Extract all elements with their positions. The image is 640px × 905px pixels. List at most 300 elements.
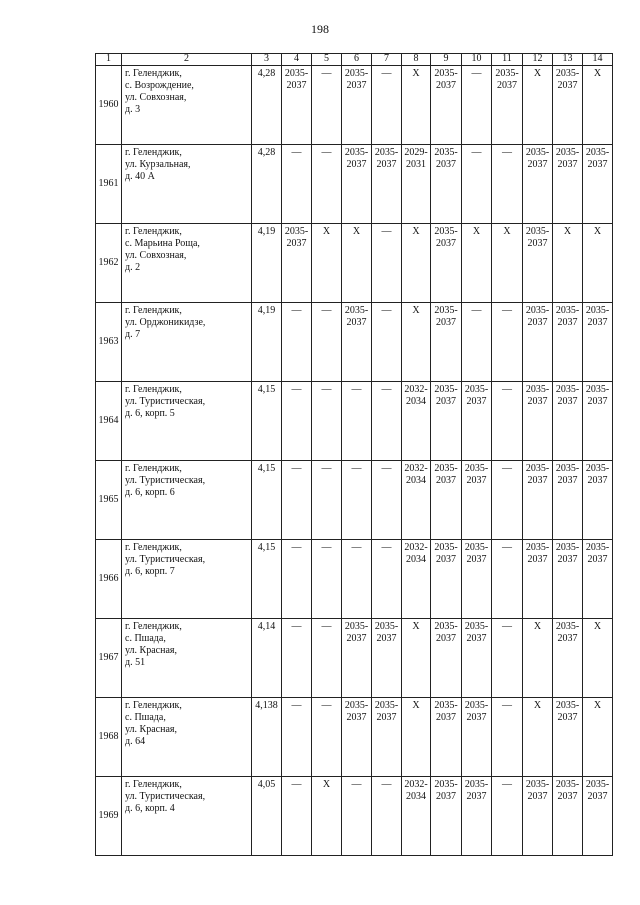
value-cell-col9 <box>431 145 462 224</box>
table-row <box>96 303 613 382</box>
address-cell <box>122 224 252 303</box>
cell-text: — <box>502 147 512 158</box>
value-cell-col11 <box>492 66 523 145</box>
value-cell-col11 <box>492 224 523 303</box>
value-cell-col13 <box>553 619 583 698</box>
value-cell-col4 <box>282 619 312 698</box>
address-cell <box>122 540 252 619</box>
column-header-12: 12 <box>523 54 553 66</box>
data-table <box>95 53 613 856</box>
cell-text: — <box>291 384 302 395</box>
cell-text: 2037 <box>346 80 367 91</box>
cell-text: 2035- <box>555 305 580 316</box>
cell-text: 2037 <box>557 554 578 565</box>
cell-text: 2037 <box>436 317 456 328</box>
address-cell <box>122 777 252 856</box>
value-cell-col7 <box>372 66 402 145</box>
value-cell-col10 <box>462 145 492 224</box>
address-line: ул. Орджоникидзе, <box>125 317 206 328</box>
row-number: 1962 <box>96 224 122 303</box>
value-cell-col7 <box>372 777 402 856</box>
cell-text: 2037 <box>587 475 608 486</box>
cell-text: — <box>351 779 362 790</box>
table-row <box>96 619 613 698</box>
cell-text: X <box>352 226 361 237</box>
value-cell-col13 <box>553 66 583 145</box>
table-row <box>96 66 613 145</box>
address-line: д. 64 <box>125 736 146 747</box>
cell-text: 2035- <box>555 463 580 474</box>
cell-text: — <box>502 621 512 632</box>
cell-text: X <box>563 226 572 237</box>
cell-text: 2037 <box>436 80 456 91</box>
value-cell-col3: 4,14 <box>252 619 282 698</box>
value-cell-col10 <box>462 303 492 382</box>
row-number: 1967 <box>96 619 122 698</box>
cell-text: X <box>412 700 420 711</box>
value-cell-col11 <box>492 382 523 461</box>
cell-text: 2035- <box>555 68 580 79</box>
address-line: д. 6, корп. 7 <box>125 566 175 577</box>
row-number: 1969 <box>96 777 122 856</box>
cell-text: X <box>533 700 542 711</box>
cell-text: 2037 <box>557 712 578 723</box>
cell-text: 2035- <box>434 305 458 316</box>
cell-text: 2037 <box>436 554 456 565</box>
value-cell-col8 <box>402 777 431 856</box>
cell-text: 2037 <box>286 80 307 91</box>
value-cell-col3: 4,28 <box>252 66 282 145</box>
cell-text: X <box>593 68 602 79</box>
cell-text: 2037 <box>587 159 608 170</box>
cell-text: 2035- <box>585 147 610 158</box>
cell-text: — <box>381 68 392 79</box>
value-cell-col14 <box>583 461 613 540</box>
row-number: 1960 <box>96 66 122 145</box>
address-line: г. Геленджик, <box>125 226 182 237</box>
value-cell-col7 <box>372 303 402 382</box>
value-cell-col9 <box>431 619 462 698</box>
value-cell-col10 <box>462 619 492 698</box>
value-cell-col5 <box>312 619 342 698</box>
column-header-13: 13 <box>553 54 583 66</box>
cell-text: — <box>291 305 302 316</box>
cell-text: — <box>381 779 392 790</box>
cell-text: 2035- <box>525 305 550 316</box>
cell-text: 2037 <box>346 159 367 170</box>
table-row <box>96 540 613 619</box>
cell-text: X <box>533 68 542 79</box>
cell-text: 2037 <box>436 791 456 802</box>
value-cell-col9 <box>431 540 462 619</box>
cell-text: 2034 <box>406 475 426 486</box>
header-row <box>96 54 613 66</box>
cell-text: 2037 <box>527 238 548 249</box>
row-number: 1961 <box>96 145 122 224</box>
value-cell-col5 <box>312 145 342 224</box>
value-cell-col12 <box>523 698 553 777</box>
value-cell-col5 <box>312 382 342 461</box>
address-line: г. Геленджик, <box>125 384 182 395</box>
cell-text: 2037 <box>527 396 548 407</box>
address-cell <box>122 619 252 698</box>
cell-text: — <box>321 384 332 395</box>
value-cell-col10 <box>462 698 492 777</box>
cell-text: 2037 <box>527 554 548 565</box>
cell-text: 2037 <box>557 159 578 170</box>
cell-text: 2035- <box>464 700 489 711</box>
value-cell-col12 <box>523 461 553 540</box>
cell-text: 2035- <box>525 226 550 237</box>
cell-text: — <box>381 542 392 553</box>
column-header-14: 14 <box>583 54 613 66</box>
cell-text: 2035- <box>344 700 369 711</box>
cell-text: 2037 <box>466 791 487 802</box>
address-line: ул. Совхозная, <box>125 92 187 103</box>
cell-text: 2037 <box>587 791 608 802</box>
cell-text: 2037 <box>346 712 367 723</box>
cell-text: 2037 <box>466 475 487 486</box>
cell-text: — <box>471 305 482 316</box>
cell-text: X <box>533 621 542 632</box>
value-cell-col5 <box>312 303 342 382</box>
value-cell-col9 <box>431 303 462 382</box>
value-cell-col3: 4,15 <box>252 461 282 540</box>
cell-text: 2035- <box>555 700 580 711</box>
value-cell-col8 <box>402 461 431 540</box>
value-cell-col3: 4,19 <box>252 303 282 382</box>
cell-text: 2035- <box>555 542 580 553</box>
cell-text: — <box>381 384 392 395</box>
cell-text: 2035- <box>464 463 489 474</box>
cell-text: 2037 <box>557 633 578 644</box>
value-cell-col13 <box>553 382 583 461</box>
cell-text: — <box>471 68 482 79</box>
address-line: г. Геленджик, <box>125 463 182 474</box>
cell-text: — <box>502 542 512 553</box>
table-row <box>96 382 613 461</box>
cell-text: 2035- <box>585 305 610 316</box>
address-line: ул. Красная, <box>125 724 177 735</box>
cell-text: 2037 <box>376 633 397 644</box>
value-cell-col5 <box>312 66 342 145</box>
cell-text: 2035- <box>344 68 369 79</box>
cell-text: X <box>593 621 602 632</box>
cell-text: 2037 <box>527 791 548 802</box>
address-line: д. 7 <box>125 329 141 340</box>
value-cell-col3: 4,15 <box>252 540 282 619</box>
cell-text: — <box>291 542 302 553</box>
value-cell-col10 <box>462 66 492 145</box>
cell-text: 2035- <box>374 621 399 632</box>
value-cell-col9 <box>431 224 462 303</box>
value-cell-col11 <box>492 698 523 777</box>
value-cell-col11 <box>492 540 523 619</box>
cell-text: 2037 <box>436 633 456 644</box>
cell-text: 2035- <box>525 147 550 158</box>
cell-text: 2035- <box>434 621 458 632</box>
cell-text: X <box>412 621 420 632</box>
cell-text: 2035- <box>344 147 369 158</box>
value-cell-col12 <box>523 224 553 303</box>
row-number: 1966 <box>96 540 122 619</box>
address-line: с. Возрождение, <box>125 80 194 91</box>
address-line: с. Марьина Роща, <box>125 238 200 249</box>
value-cell-col8 <box>402 382 431 461</box>
cell-text: 2035- <box>555 147 580 158</box>
column-header-11: 11 <box>492 54 523 66</box>
value-cell-col3: 4,19 <box>252 224 282 303</box>
value-cell-col6 <box>342 224 372 303</box>
value-cell-col8 <box>402 66 431 145</box>
value-cell-col12 <box>523 619 553 698</box>
table-row <box>96 461 613 540</box>
address-line: г. Геленджик, <box>125 147 182 158</box>
value-cell-col9 <box>431 66 462 145</box>
cell-text: — <box>321 700 332 711</box>
cell-text: — <box>291 700 302 711</box>
value-cell-col6 <box>342 461 372 540</box>
value-cell-col9 <box>431 777 462 856</box>
cell-text: 2037 <box>376 159 397 170</box>
value-cell-col8 <box>402 619 431 698</box>
cell-text: 2035- <box>434 779 458 790</box>
column-header-6: 6 <box>342 54 372 66</box>
cell-text: 2037 <box>557 475 578 486</box>
cell-text: — <box>502 700 512 711</box>
cell-text: — <box>291 147 302 158</box>
cell-text: 2035- <box>374 147 399 158</box>
cell-text: 2035- <box>585 542 610 553</box>
cell-text: 2037 <box>376 712 397 723</box>
value-cell-col12 <box>523 145 553 224</box>
value-cell-col12 <box>523 303 553 382</box>
address-line: д. 3 <box>125 104 141 115</box>
value-cell-col8 <box>402 303 431 382</box>
value-cell-col10 <box>462 540 492 619</box>
value-cell-col14 <box>583 540 613 619</box>
address-line: д. 6, корп. 6 <box>125 487 175 498</box>
cell-text: 2037 <box>587 554 608 565</box>
value-cell-col8 <box>402 224 431 303</box>
cell-text: — <box>321 463 332 474</box>
cell-text: 2035- <box>585 463 610 474</box>
cell-text: 2034 <box>406 554 426 565</box>
row-number: 1965 <box>96 461 122 540</box>
value-cell-col5 <box>312 224 342 303</box>
cell-text: 2035- <box>434 700 458 711</box>
value-cell-col4 <box>282 540 312 619</box>
value-cell-col4 <box>282 382 312 461</box>
cell-text: 2037 <box>436 475 456 486</box>
value-cell-col11 <box>492 461 523 540</box>
cell-text: 2037 <box>436 238 456 249</box>
value-cell-col13 <box>553 303 583 382</box>
value-cell-col10 <box>462 461 492 540</box>
value-cell-col11 <box>492 303 523 382</box>
cell-text: 2035- <box>525 779 550 790</box>
cell-text: X <box>412 305 420 316</box>
value-cell-col5 <box>312 698 342 777</box>
cell-text: 2037 <box>527 317 548 328</box>
value-cell-col9 <box>431 698 462 777</box>
column-header-9: 9 <box>431 54 462 66</box>
cell-text: 2037 <box>346 317 367 328</box>
value-cell-col4 <box>282 777 312 856</box>
address-line: д. 6, корп. 5 <box>125 408 175 419</box>
cell-text: 2035- <box>525 384 550 395</box>
cell-text: X <box>503 226 511 237</box>
cell-text: 2037 <box>527 159 548 170</box>
cell-text: 2037 <box>466 396 487 407</box>
cell-text: X <box>322 226 331 237</box>
address-line: г. Геленджик, <box>125 542 182 553</box>
value-cell-col4 <box>282 303 312 382</box>
cell-text: — <box>321 542 332 553</box>
address-cell <box>122 66 252 145</box>
address-line: ул. Совхозная, <box>125 250 187 261</box>
cell-text: 2035- <box>434 542 458 553</box>
cell-text: 2037 <box>557 317 578 328</box>
cell-text: 2037 <box>466 712 487 723</box>
row-number: 1963 <box>96 303 122 382</box>
cell-text: X <box>322 779 331 790</box>
value-cell-col14 <box>583 224 613 303</box>
value-cell-col6 <box>342 303 372 382</box>
cell-text: X <box>412 226 420 237</box>
value-cell-col9 <box>431 461 462 540</box>
cell-text: 2032- <box>404 542 428 553</box>
cell-text: 2037 <box>436 712 456 723</box>
cell-text: 2037 <box>557 396 578 407</box>
cell-text: 2035- <box>464 779 489 790</box>
value-cell-col10 <box>462 224 492 303</box>
address-line: г. Геленджик, <box>125 779 182 790</box>
column-header-10: 10 <box>462 54 492 66</box>
value-cell-col6 <box>342 619 372 698</box>
value-cell-col14 <box>583 66 613 145</box>
cell-text: — <box>351 542 362 553</box>
value-cell-col4 <box>282 66 312 145</box>
address-line: с. Пшада, <box>125 712 166 723</box>
cell-text: 2035- <box>525 463 550 474</box>
cell-text: 2032- <box>404 384 428 395</box>
cell-text: 2037 <box>436 159 456 170</box>
cell-text: — <box>291 463 302 474</box>
value-cell-col11 <box>492 777 523 856</box>
value-cell-col4 <box>282 224 312 303</box>
address-line: д. 6, корп. 4 <box>125 803 175 814</box>
column-header-5: 5 <box>312 54 342 66</box>
value-cell-col14 <box>583 145 613 224</box>
cell-text: 2037 <box>466 633 487 644</box>
value-cell-col13 <box>553 777 583 856</box>
cell-text: — <box>351 463 362 474</box>
cell-text: 2035- <box>344 621 369 632</box>
value-cell-col8 <box>402 145 431 224</box>
column-header-4: 4 <box>282 54 312 66</box>
value-cell-col13 <box>553 540 583 619</box>
row-number: 1968 <box>96 698 122 777</box>
cell-text: 2035- <box>555 621 580 632</box>
column-header-8: 8 <box>402 54 431 66</box>
value-cell-col10 <box>462 382 492 461</box>
cell-text: 2032- <box>404 779 428 790</box>
cell-text: X <box>412 68 420 79</box>
cell-text: — <box>351 384 362 395</box>
cell-text: 2035- <box>464 542 489 553</box>
address-cell <box>122 145 252 224</box>
value-cell-col11 <box>492 619 523 698</box>
address-line: д. 40 А <box>125 171 155 182</box>
cell-text: 2037 <box>557 80 578 91</box>
value-cell-col3: 4,138 <box>252 698 282 777</box>
cell-text: 2035- <box>464 384 489 395</box>
cell-text: — <box>381 226 392 237</box>
cell-text: 2037 <box>587 396 608 407</box>
address-line: г. Геленджик, <box>125 68 182 79</box>
address-cell <box>122 698 252 777</box>
cell-text: X <box>593 226 602 237</box>
value-cell-col6 <box>342 382 372 461</box>
cell-text: 2035- <box>464 621 489 632</box>
value-cell-col7 <box>372 619 402 698</box>
page-number: 198 <box>311 22 329 36</box>
value-cell-col4 <box>282 698 312 777</box>
value-cell-col13 <box>553 461 583 540</box>
cell-text: — <box>471 147 482 158</box>
table-row <box>96 224 613 303</box>
cell-text: 2035- <box>434 226 458 237</box>
cell-text: — <box>321 621 332 632</box>
cell-text: 2037 <box>527 475 548 486</box>
cell-text: X <box>593 700 602 711</box>
value-cell-col13 <box>553 224 583 303</box>
address-cell <box>122 303 252 382</box>
cell-text: — <box>291 621 302 632</box>
cell-text: 2029- <box>404 147 428 158</box>
value-cell-col14 <box>583 303 613 382</box>
address-line: ул. Красная, <box>125 645 177 656</box>
cell-text: — <box>321 147 332 158</box>
cell-text: 2035- <box>434 147 458 158</box>
value-cell-col6 <box>342 698 372 777</box>
value-cell-col12 <box>523 540 553 619</box>
address-line: д. 2 <box>125 262 141 273</box>
cell-text: 2035- <box>344 305 369 316</box>
cell-text: 2032- <box>404 463 428 474</box>
address-line: г. Геленджик, <box>125 305 182 316</box>
value-cell-col9 <box>431 382 462 461</box>
value-cell-col7 <box>372 145 402 224</box>
table-row <box>96 698 613 777</box>
value-cell-col8 <box>402 698 431 777</box>
column-header-7: 7 <box>372 54 402 66</box>
cell-text: — <box>381 463 392 474</box>
value-cell-col4 <box>282 145 312 224</box>
value-cell-col7 <box>372 224 402 303</box>
value-cell-col7 <box>372 540 402 619</box>
cell-text: — <box>321 305 332 316</box>
cell-text: 2035- <box>555 384 580 395</box>
value-cell-col5 <box>312 540 342 619</box>
address-line: д. 51 <box>125 657 146 668</box>
value-cell-col13 <box>553 698 583 777</box>
column-header-2: 2 <box>122 54 252 66</box>
value-cell-col3: 4,28 <box>252 145 282 224</box>
value-cell-col7 <box>372 698 402 777</box>
cell-text: 2037 <box>466 554 487 565</box>
